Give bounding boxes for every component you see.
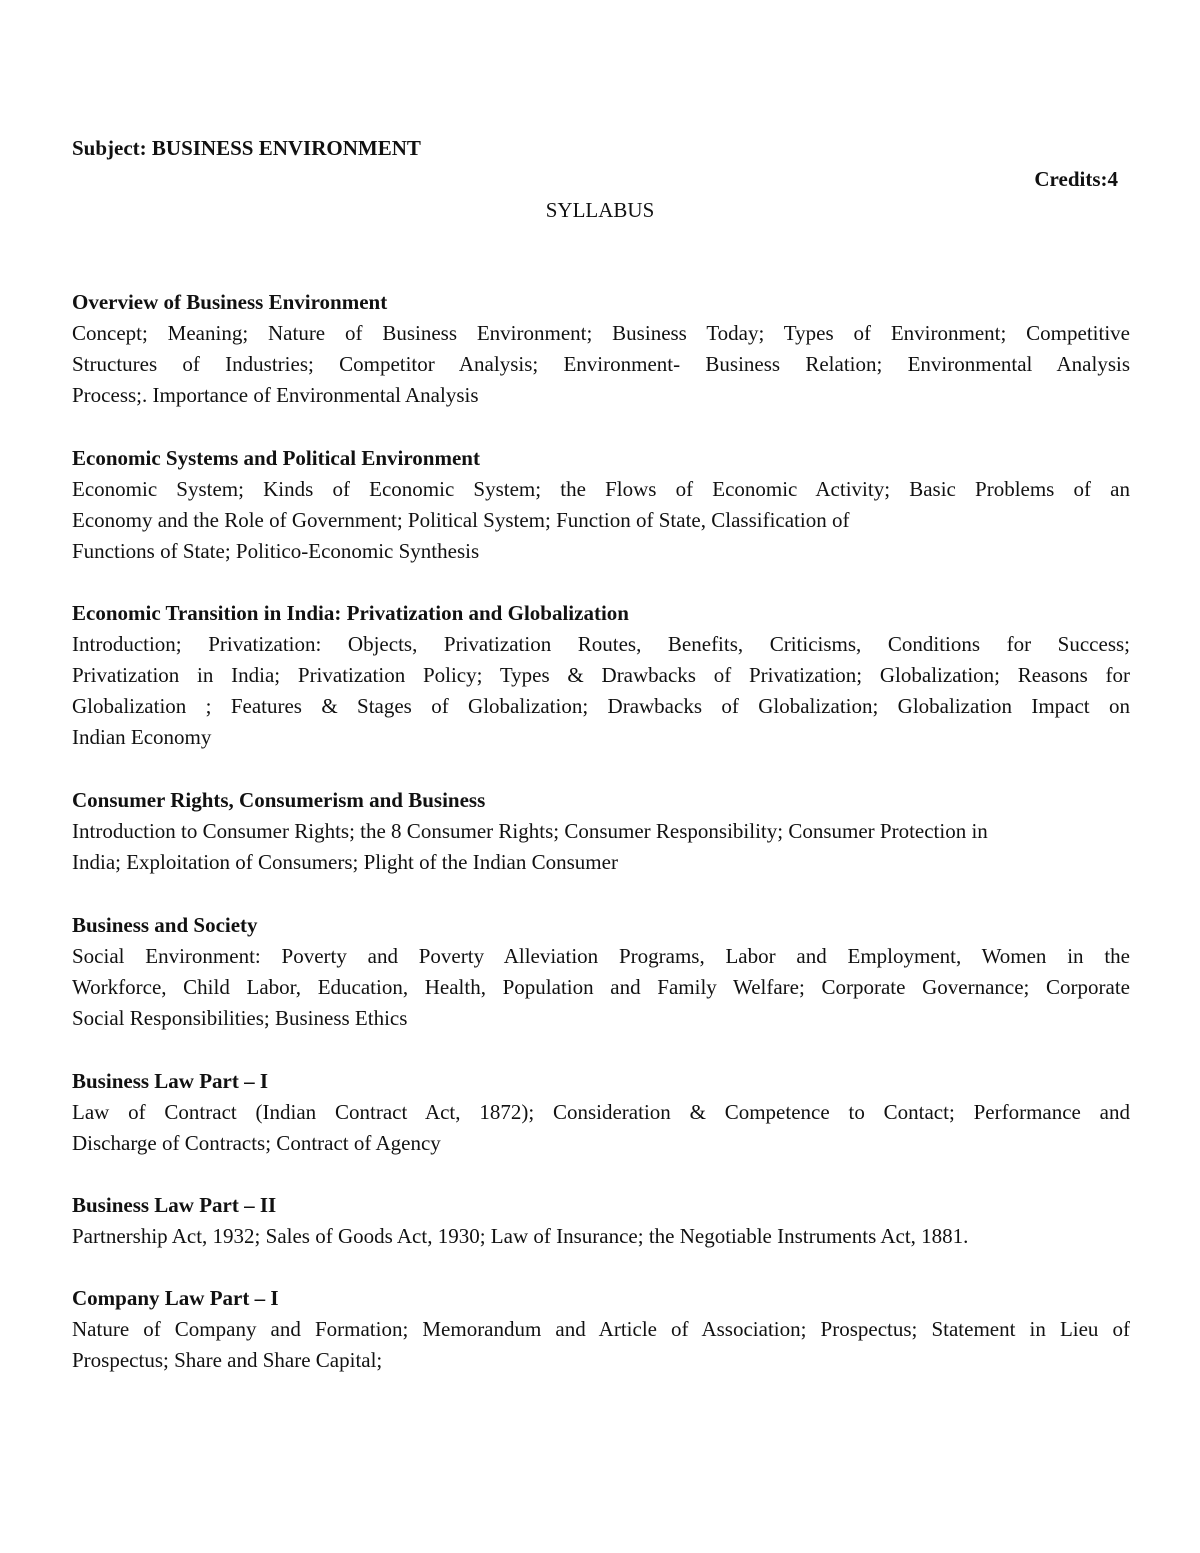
syllabus-section — [72, 287, 1130, 411]
page-title: SYLLABUS — [545, 198, 655, 222]
syllabus-section — [72, 598, 1130, 753]
section-text-line: Introduction; Privatization: Objects, Privatization Routes, Benefits, Criticisms, Conditions for Success; — [72, 632, 1130, 656]
section-text-line: Privatization in India; Privatization Policy; Types & Drawbacks of Privatization; Globalization; Reasons for — [72, 663, 1130, 687]
syllabus-section — [72, 1066, 1130, 1159]
section-heading: Company Law Part – I — [72, 1286, 279, 1310]
section-text-line: Law of Contract (Indian Contract Act, 1872); Consideration & Competence to Contact; Performance and — [72, 1100, 1130, 1124]
section-text-line: Globalization ; Features & Stages of Globalization; Drawbacks of Globalization; Globalization Impact on — [72, 694, 1130, 718]
section-text-line: India; Exploitation of Consumers; Plight of the Indian Consumer — [72, 850, 618, 874]
syllabus-section — [72, 443, 1130, 567]
section-text-line: Workforce, Child Labor, Education, Health, Population and Family Welfare; Corporate Governance; Corporate — [72, 975, 1130, 999]
section-text-line: Economic System; Kinds of Economic System; the Flows of Economic Activity; Basic Problems of an — [72, 477, 1130, 501]
section-heading: Business Law Part – I — [72, 1069, 269, 1093]
section-text-line: Partnership Act, 1932; Sales of Goods Act, 1930; Law of Insurance; the Negotiable Instruments Act, 1881. — [72, 1224, 969, 1248]
section-heading: Consumer Rights, Consumerism and Business — [72, 788, 486, 812]
credits: Credits:4 — [1034, 167, 1118, 191]
section-heading: Business and Society — [72, 913, 258, 937]
section-text-line: Discharge of Contracts; Contract of Agency — [72, 1131, 441, 1155]
section-text-line: Concept; Meaning; Nature of Business Environment; Business Today; Types of Environment; Competitive — [72, 321, 1130, 345]
section-text-line: Introduction to Consumer Rights; the 8 Consumer Rights; Consumer Responsibility; Consumer Protection in — [72, 819, 988, 843]
section-text-line: Structures of Industries; Competitor Analysis; Environment- Business Relation; Environmental Analysis — [72, 352, 1130, 376]
section-text-line: Nature of Company and Formation; Memorandum and Article of Association; Prospectus; Statement in Lieu of — [72, 1317, 1130, 1341]
section-text-line: Social Environment: Poverty and Poverty Alleviation Programs, Labor and Employment, Women in the — [72, 944, 1130, 968]
section-text-line: Indian Economy — [72, 725, 212, 749]
section-heading: Overview of Business Environment — [72, 290, 388, 314]
syllabus-section — [72, 1190, 1130, 1252]
section-heading: Business Law Part – II — [72, 1193, 277, 1217]
section-heading: Economic Transition in India: Privatization and Globalization — [72, 601, 629, 625]
section-heading: Economic Systems and Political Environment — [72, 446, 480, 470]
section-text-line: Process;. Importance of Environmental Analysis — [72, 383, 479, 407]
section-text-line: Functions of State; Politico-Economic Synthesis — [72, 539, 480, 563]
syllabus-section — [72, 1283, 1130, 1376]
syllabus-section — [72, 910, 1130, 1034]
subject-line: Subject: BUSINESS ENVIRONMENT — [72, 136, 421, 160]
syllabus-section — [72, 785, 1130, 878]
section-text-line: Economy and the Role of Government; Political System; Function of State, Classification of — [72, 508, 850, 532]
section-text-line: Social Responsibilities; Business Ethics — [72, 1006, 408, 1030]
section-text-line: Prospectus; Share and Share Capital; — [72, 1348, 383, 1372]
